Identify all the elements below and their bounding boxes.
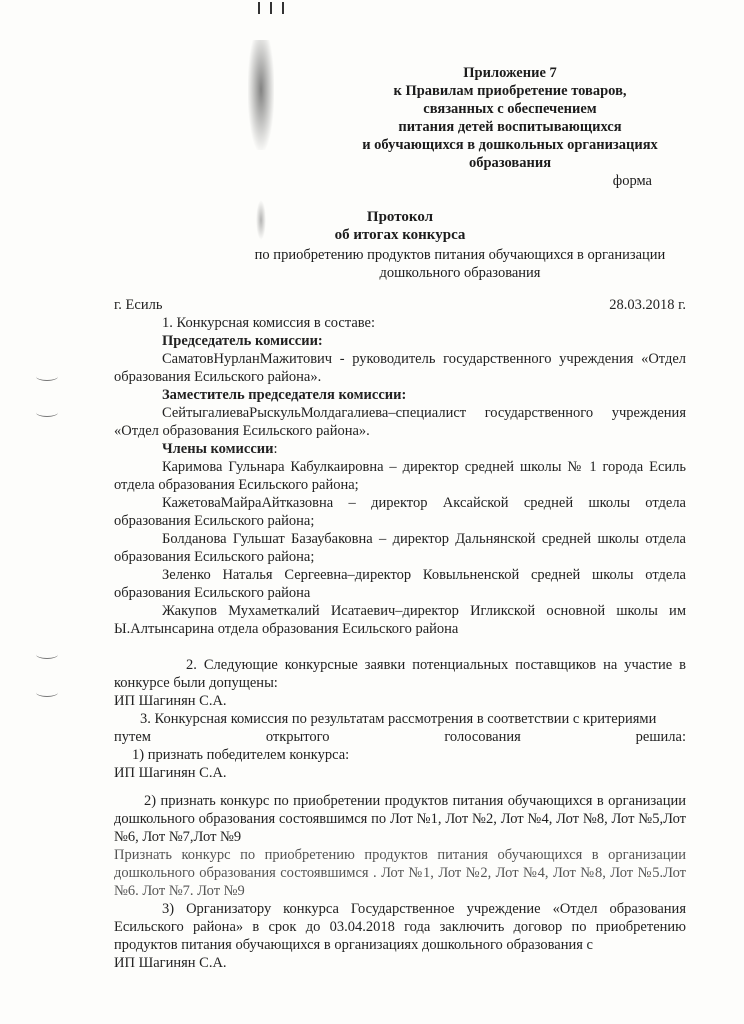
section-3-text-cont: путем открытого голосования решила:	[114, 729, 686, 745]
title-line: об итогах конкурса	[334, 227, 466, 243]
section-3-item-1-supplier: ИП Шагинян С.А.	[114, 765, 227, 781]
section-3-item-1: 1) признать победителем конкурса:	[132, 747, 350, 763]
punch-hole-mark	[36, 688, 58, 697]
document-title	[200, 208, 600, 244]
appendix-line: Приложение 7	[463, 65, 557, 81]
members-heading: Члены комиссии	[162, 441, 274, 457]
section-3-item-3-supplier: ИП Шагинян С.А.	[114, 955, 227, 971]
document-body	[114, 296, 686, 972]
member-entry: Зеленко Наталья Сергеевна–директор Ковыльненской средней школы отдела образования Есильского района	[114, 567, 686, 601]
punch-hole-mark	[36, 408, 58, 417]
deputy-heading: Заместитель председателя комиссии:	[162, 387, 407, 403]
scan-artifact-marks	[258, 2, 298, 16]
section-2-supplier: ИП Шагинян С.А.	[114, 693, 227, 709]
member-entry: Болданова Гульшат Базаубаковна – директор Дальнянской средней школы отдела образования Есильского района;	[114, 531, 686, 565]
member-entry: КажетоваМайраАйтказовна – директор Аксайской средней школы отдела образования Есильского района;	[114, 495, 686, 529]
form-label: форма	[612, 173, 652, 189]
appendix-line: связанных с обеспечением	[423, 101, 597, 117]
appendix-header	[330, 64, 690, 190]
city: г. Есиль	[114, 297, 163, 313]
section-3-item-3: 3) Организатору конкурса Государственное учреждение «Отдел образования Есильского района» в срок до 03.04.2018 года заключить договор по приобретению продуктов питания обучающихся в организациях дошкольного образования с	[114, 901, 686, 953]
title-line: Протокол	[366, 209, 434, 225]
member-entry: Каримова Гульнара Кабулкаировна – директор средней школы № 1 города Есиль отдела образования Есильского района;	[114, 459, 686, 493]
document-subtitle	[230, 246, 690, 282]
section-3-text: 3. Конкурсная комиссия по результатам рассмотрения в соответствии с критериями	[140, 711, 657, 727]
commission-intro: 1. Конкурсная комиссия в составе:	[162, 315, 375, 331]
section-2-text: 2. Следующие конкурсные заявки потенциальных поставщиков на участие в конкурсе были допущены:	[114, 657, 686, 691]
subtitle-line: дошкольного образования	[379, 265, 541, 281]
appendix-line: и обучающихся в дошкольных организациях	[362, 137, 658, 153]
punch-hole-mark	[36, 372, 58, 381]
appendix-line: образования	[468, 155, 552, 171]
city-date-row	[114, 296, 686, 314]
deputy-text: СейтыгалиеваРыскульМолдагалиева–специалист государственного учреждения «Отдел образования Есильского района».	[114, 405, 686, 439]
members-heading-colon: :	[273, 441, 278, 457]
section-3-item-2: 2) признать конкурс по приобретении продуктов питания обучающихся в организации дошкольного образования состоявшимся по Лот №1, Лот №2, Лот №4, Лот №8, Лот №5,Лот №6, Лот №7,Лот №9	[114, 793, 686, 845]
appendix-line: питания детей воспитывающихся	[398, 119, 622, 135]
ink-smudge	[248, 40, 274, 150]
section-3-item-2b: Признать конкурс по приобретению продуктов питания обучающихся в организации дошкольного образования состоявшимся . Лот №1, Лот №2, Лот №4, Лот №8, Лот №5.Лот №6. Лот №7. Лот №9	[114, 847, 686, 899]
subtitle-line: по приобретению продуктов питания обучающихся в организации	[254, 247, 666, 263]
date: 28.03.2018 г.	[609, 297, 686, 313]
appendix-line: к Правилам приобретение товаров,	[393, 83, 627, 99]
member-entry: Жакупов Мухаметкалий Исатаевич–директор Игликской основной школы им Ы.Алтынсарина отдела образования Есильского района	[114, 603, 686, 637]
chair-text: СаматовНурланМажитович - руководитель государственного учреждения «Отдел образования Есильского района».	[114, 351, 686, 385]
chair-heading: Председатель комиссии:	[162, 333, 323, 349]
punch-hole-mark	[36, 650, 58, 659]
members-heading-line	[114, 440, 686, 458]
